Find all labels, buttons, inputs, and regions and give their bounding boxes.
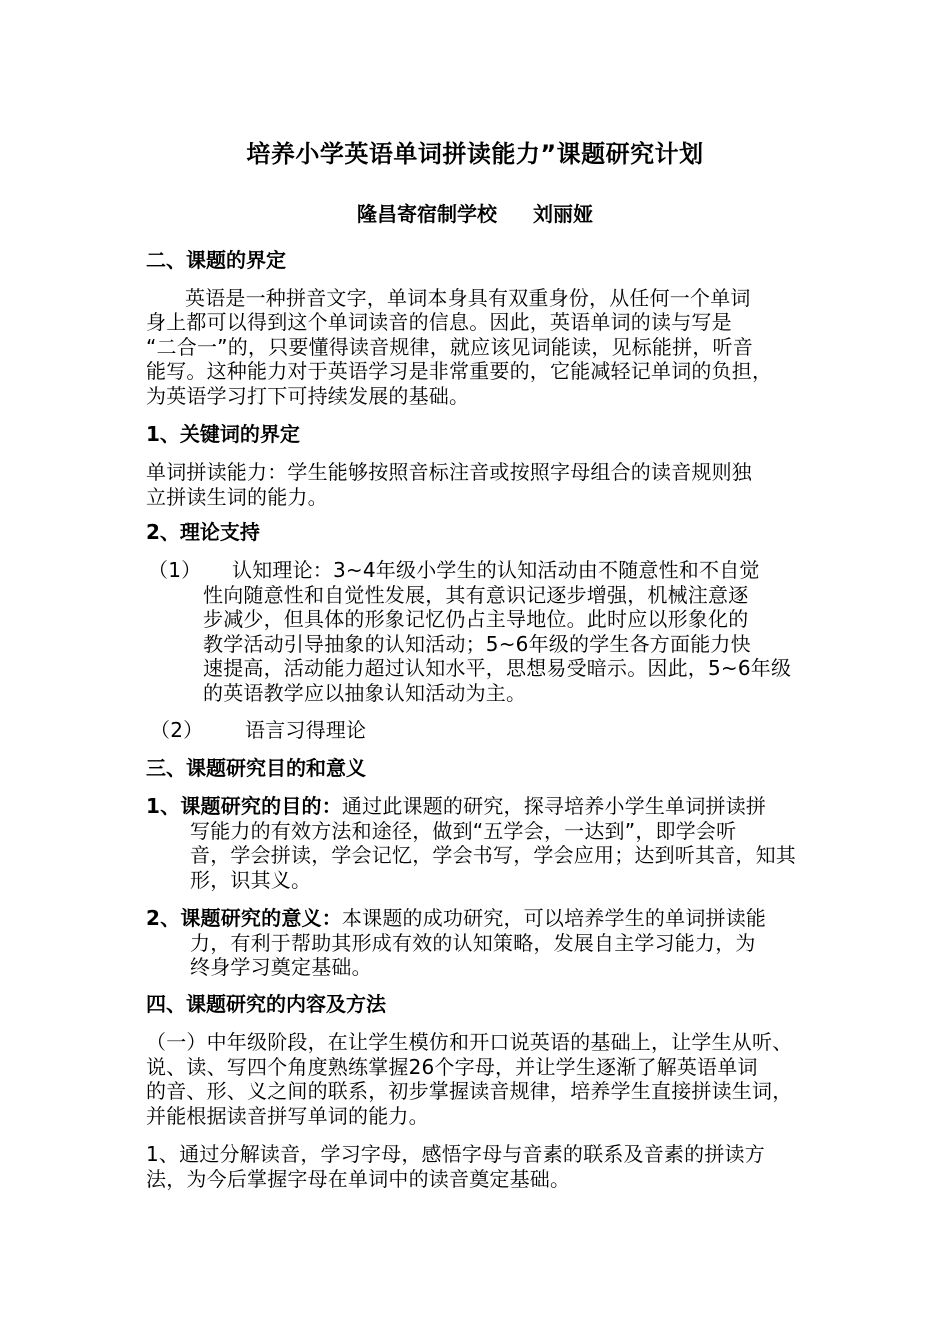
keyword-heading: 1、关键词的界定 (146, 422, 300, 446)
section2-para-line: 身上都可以得到这个单词读音的信息。因此，英语单词的读与写是 (146, 310, 732, 334)
item2-text: 语言习得理论 (245, 718, 367, 742)
section3-heading: 三、课题研究目的和意义 (146, 756, 366, 780)
section4-item-line: 1、通过分解读音，学习字母，感悟字母与音素的联系及音素的拼读方 (146, 1142, 765, 1166)
section4-para-line: 说、读、写四个角度熟练掌握26个字母，并让学生逐渐了解英语单词 (146, 1055, 758, 1079)
significance-text: 本课题的成功研究，可以培养学生的单词拼读能 (341, 906, 767, 930)
section2-para-line: “二合一”的，只要懂得读音规律，就应该见词能读，见标能拼，听音 (146, 335, 753, 359)
section4-item-line: 法，为今后掌握字母在单词中的读音奠定基础。 (146, 1167, 571, 1191)
significance-line: 终身学习奠定基础。 (190, 955, 372, 979)
author-name: 刘丽娅 (533, 202, 593, 226)
purpose-line: 形，识其义。 (190, 868, 312, 892)
significance-line: 力，有利于帮助其形成有效的认知策略，发展自主学习能力，为 (190, 931, 756, 955)
section4-heading: 四、课题研究的内容及方法 (146, 992, 386, 1016)
purpose-text: 通过此课题的研究，探寻培养小学生单词拼读拼 (341, 794, 767, 818)
item1-line: 速提高，活动能力超过认知水平，思想易受暗示。因此，5~6年级 (203, 656, 792, 680)
section2-para-line: 为英语学习打下可持续发展的基础。 (146, 384, 470, 408)
item1-number: （1） (148, 558, 202, 582)
theory-heading: 2、理论支持 (146, 520, 260, 544)
purpose-line: 音，学会拼读，学会记忆，学会书写，学会应用；达到听其音，知其 (190, 843, 796, 867)
significance-label: 2、课题研究的意义： (146, 906, 342, 930)
keyword-para-line: 单词拼读能力：学生能够按照音标注音或按照字母组合的读音规则独 (146, 460, 752, 484)
section2-heading: 二、课题的界定 (146, 248, 286, 272)
item1-line: 认知理论：3~4年级小学生的认知活动由不随意性和不自觉 (232, 558, 760, 582)
item1-line: 性向随意性和自觉性发展，其有意识记逐步增强，机械注意逐 (203, 583, 749, 607)
item2-number: （2） (150, 718, 204, 742)
section4-para-line: 并能根据读音拼写单词的能力。 (146, 1104, 429, 1128)
item1-line: 教学活动引导抽象的认知活动；5~6年级的学生各方面能力快 (203, 632, 751, 656)
document-title: 培养小学英语单词拼读能力”课题研究计划 (246, 140, 704, 168)
keyword-para-line: 立拼读生词的能力。 (146, 485, 328, 509)
item1-line: 步减少，但具体的形象记忆仍占主导地位。此时应以形象化的 (203, 607, 749, 631)
section4-para-line: （一）中年级阶段，在让学生模仿和开口说英语的基础上，让学生从听、 (146, 1030, 793, 1054)
section2-para-line: 英语是一种拼音文字，单词本身具有双重身份，从任何一个单词 (185, 286, 751, 310)
purpose-label: 1、课题研究的目的： (146, 794, 342, 818)
school-name: 隆昌寄宿制学校 (357, 202, 497, 226)
purpose-line: 写能力的有效方法和途径，做到“五学会，一达到”，即学会听 (190, 819, 737, 843)
item1-line: 的英语教学应以抽象认知活动为主。 (203, 681, 527, 705)
section2-para-line: 能写。这种能力对于英语学习是非常重要的，它能减轻记单词的负担， (146, 359, 773, 383)
section4-para-line: 的音、形、义之间的联系，初步掌握读音规律，培养学生直接拼读生词， (146, 1079, 793, 1103)
author-line (0, 198, 950, 227)
